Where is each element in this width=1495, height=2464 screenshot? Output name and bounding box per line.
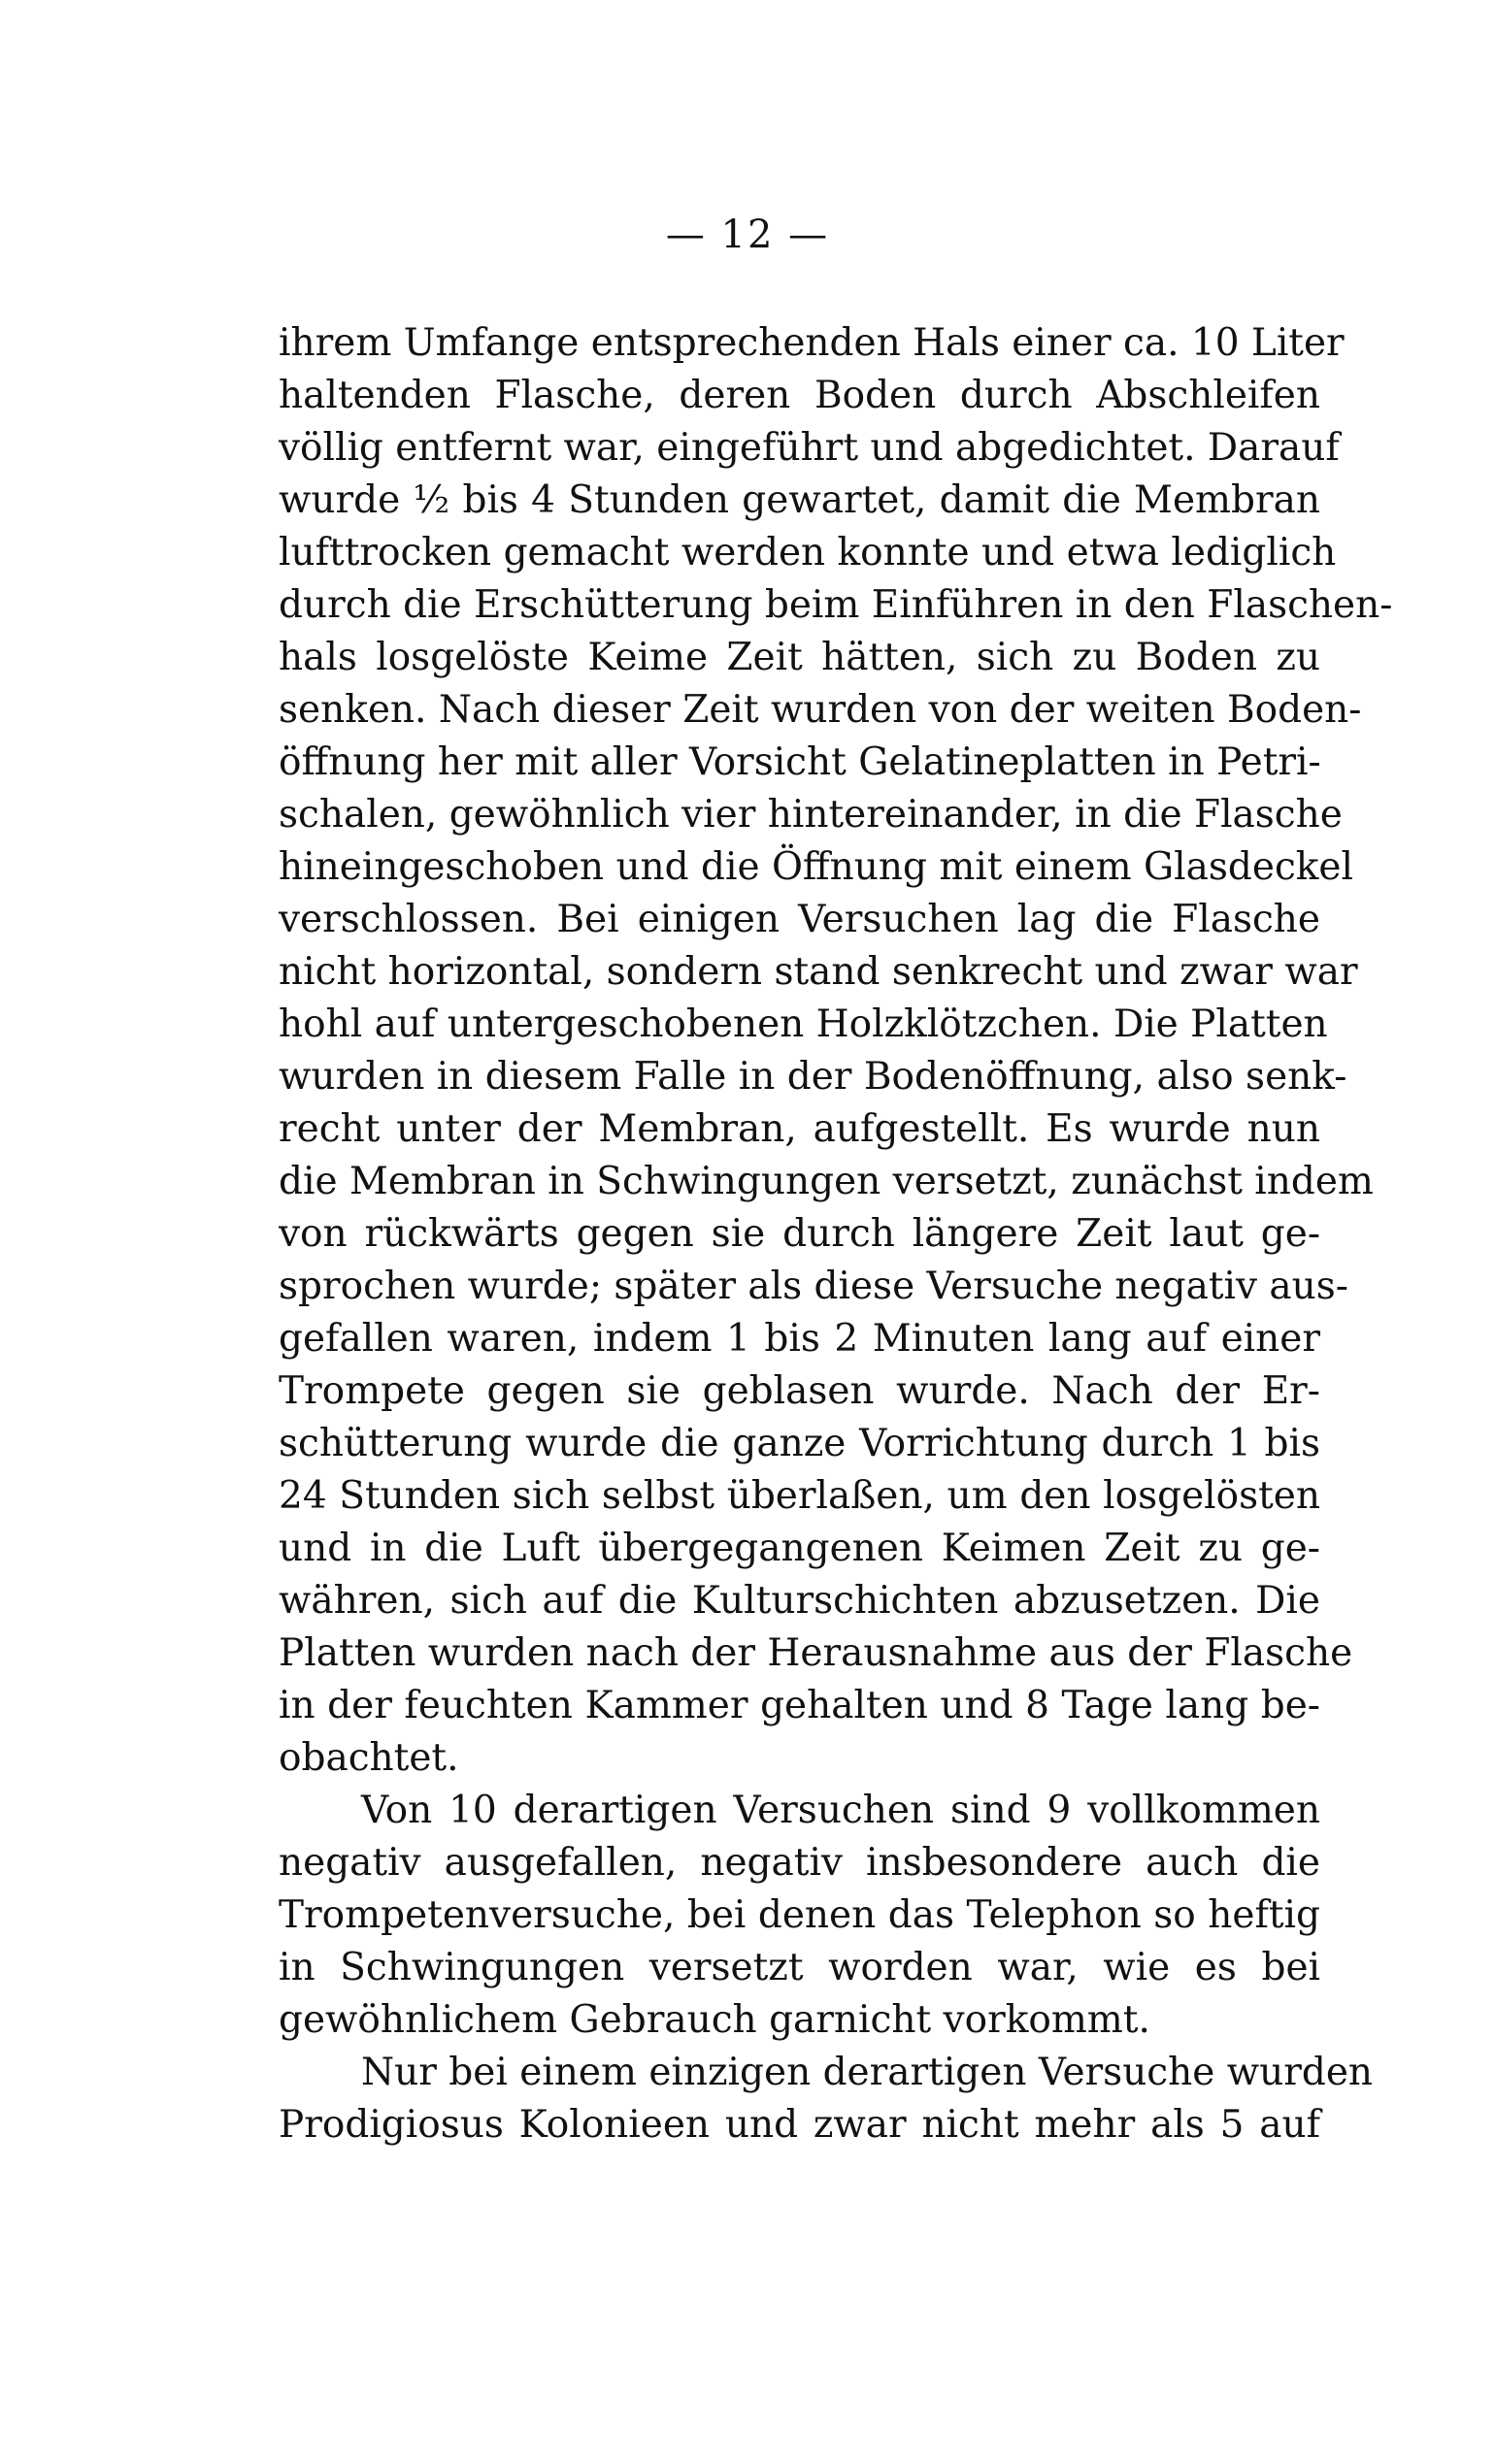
body-text — [279, 317, 1393, 2152]
text-line: gewöhnlichem Gebrauch garnicht vorkommt. — [279, 1998, 1150, 2042]
text-line: wurde ½ bis 4 Stunden gewartet, damit die Membran — [279, 478, 1320, 522]
text-line: die Membran in Schwingungen versetzt, zunächst indem — [279, 1160, 1374, 1203]
text-line: durch die Erschütterung beim Einführen in den Flaschen- — [279, 583, 1393, 627]
paragraph — [279, 2047, 1374, 2152]
text-line: haltenden Flasche, deren Boden durch Abschleifen — [279, 374, 1320, 417]
paragraph — [279, 1785, 1320, 2047]
paragraph — [279, 317, 1393, 1785]
text-line: und in die Luft übergegangenen Keimen Zeit zu ge- — [279, 1527, 1320, 1570]
text-line: Nur bei einem einzigen derartigen Versuche wurden — [361, 2051, 1374, 2094]
text-line: in Schwingungen versetzt worden war, wie es bei — [279, 1946, 1320, 1989]
text-line: lufttrocken gemacht werden konnte und etwa lediglich — [279, 531, 1337, 575]
text-line: wurden in diesem Falle in der Bodenöffnung, also senk- — [279, 1055, 1347, 1099]
text-line: gefallen waren, indem 1 bis 2 Minuten lang auf einer — [279, 1317, 1320, 1361]
text-line: öffnung her mit aller Vorsicht Gelatineplatten in Petri- — [279, 740, 1321, 784]
text-line: schalen, gewöhnlich vier hintereinander, in die Flasche — [279, 793, 1343, 837]
text-line: sprochen wurde; später als diese Versuche negativ aus- — [279, 1265, 1348, 1308]
text-line: negativ ausgefallen, negativ insbesondere auch die — [279, 1841, 1320, 1885]
text-line: von rückwärts gegen sie durch längere Zeit laut ge- — [279, 1212, 1320, 1256]
text-line: ihrem Umfange entsprechenden Hals einer ca. 10 Liter — [279, 321, 1345, 365]
text-line: hals losgelöste Keime Zeit hätten, sich zu Boden zu — [279, 636, 1320, 679]
text-line: obachtet. — [279, 1736, 459, 1780]
text-line: Von 10 derartigen Versuchen sind 9 vollkommen — [361, 1789, 1320, 1832]
text-line: hohl auf untergeschobenen Holzklötzchen. Die Platten — [279, 1002, 1328, 1046]
text-line: in der feuchten Kammer gehalten und 8 Tage lang be- — [279, 1684, 1320, 1727]
text-line: hineingeschoben und die Öffnung mit einem Glasdeckel — [279, 845, 1353, 889]
text-line: senken. Nach dieser Zeit wurden von der weiten Boden- — [279, 688, 1362, 732]
text-line: 24 Stunden sich selbst überlaßen, um den losgelösten — [279, 1474, 1320, 1518]
text-line: Prodigiosus Kolonieen und zwar nicht mehr als 5 auf — [279, 2103, 1320, 2147]
text-line: währen, sich auf die Kulturschichten abzusetzen. Die — [279, 1579, 1320, 1623]
text-line: verschlossen. Bei einigen Versuchen lag die Flasche — [279, 898, 1320, 941]
text-line: Trompete gegen sie geblasen wurde. Nach der Er- — [279, 1369, 1320, 1413]
text-line: Trompetenversuche, bei denen das Telephon so heftig — [279, 1893, 1320, 1937]
text-line: nicht horizontal, sondern stand senkrecht und zwar war — [279, 950, 1358, 994]
text-line: recht unter der Membran, aufgestellt. Es wurde nun — [279, 1107, 1320, 1151]
text-line: Platten wurden nach der Herausnahme aus der Flasche — [279, 1631, 1353, 1675]
text-line: schütterung wurde die ganze Vorrichtung durch 1 bis — [279, 1422, 1320, 1465]
page-number: — 12 — — [665, 213, 830, 257]
text-line: völlig entfernt war, eingeführt und abgedichtet. Darauf — [279, 426, 1340, 470]
